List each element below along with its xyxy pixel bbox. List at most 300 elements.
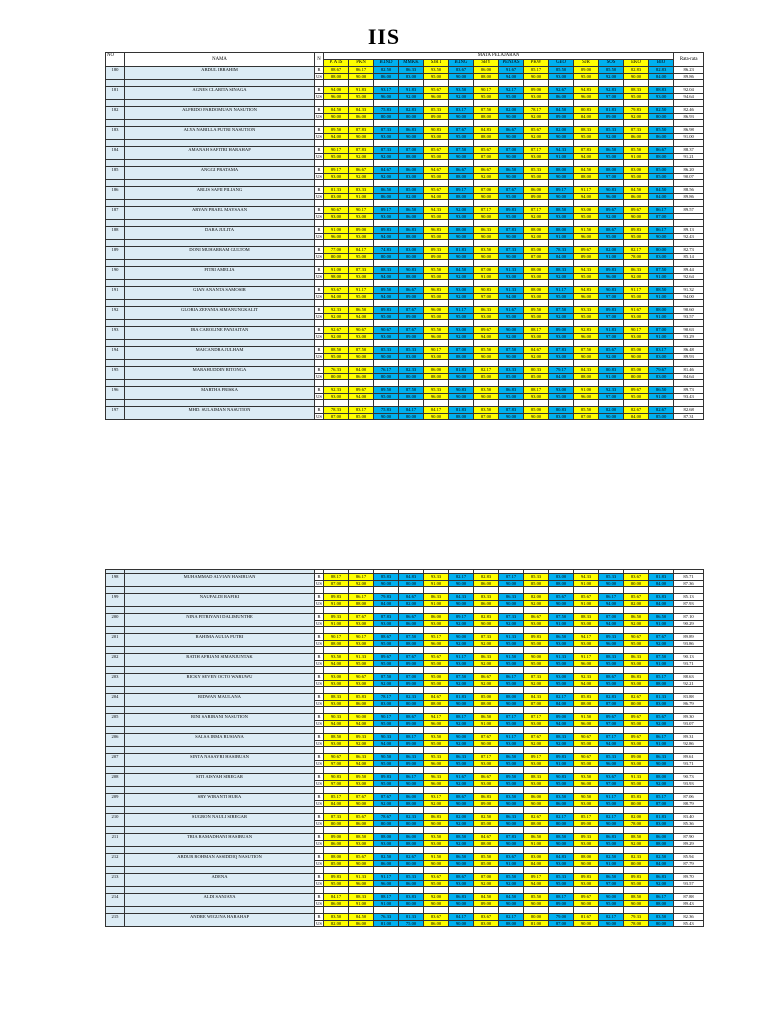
row-type-r: R (315, 754, 324, 761)
exam-score: 94.00 (349, 720, 374, 727)
student-no: 184 (106, 147, 125, 160)
report-score: 82.17 (549, 814, 574, 821)
exam-score: 95.00 (599, 233, 624, 240)
exam-score: 92.00 (649, 720, 674, 727)
exam-score: 95.00 (599, 153, 624, 160)
row-type-r: R (315, 227, 324, 234)
exam-score: 80.00 (624, 580, 649, 587)
row-type-r: R (315, 654, 324, 661)
report-score: 85.00 (474, 694, 499, 701)
report-score: 90.17 (374, 714, 399, 721)
row-type-r: R (315, 714, 324, 721)
exam-score: 83.00 (649, 820, 674, 827)
report-score: 88.50 (624, 894, 649, 901)
exam-average: 89.29 (674, 840, 704, 847)
report-score: 89.83 (624, 227, 649, 234)
report-score: 82.67 (624, 407, 649, 414)
exam-score: 93.00 (574, 800, 599, 807)
row-type-us: US (316, 900, 322, 906)
row-type-r: R (315, 327, 324, 334)
report-score: 83.00 (549, 574, 574, 581)
report-score: 78.33 (549, 247, 574, 254)
report-average: 88.63 (674, 674, 704, 681)
report-score: 86.50 (399, 207, 424, 214)
report-score: 88.33 (574, 127, 599, 134)
exam-score: 95.00 (424, 173, 449, 180)
exam-score: 85.00 (524, 580, 549, 587)
exam-score: 92.00 (599, 73, 624, 80)
exam-average: 85.43 (674, 920, 704, 927)
exam-score: 89.00 (574, 253, 599, 260)
report-score: 91.50 (424, 854, 449, 861)
header-subject: MMKK (399, 60, 424, 67)
exam-score: 89.00 (399, 680, 424, 687)
report-score: 79.83 (374, 594, 399, 601)
report-score: 93.50 (424, 67, 449, 74)
exam-score: 92.00 (524, 740, 549, 747)
exam-score: 95.00 (599, 660, 624, 667)
report-score: 81.83 (599, 107, 624, 114)
report-score: 87.50 (474, 107, 499, 114)
report-score: 83.50 (324, 914, 349, 921)
exam-score: 90.00 (524, 800, 549, 807)
exam-score: 90.00 (424, 820, 449, 827)
report-score: 87.00 (599, 614, 624, 621)
row-type-us: US (316, 253, 322, 259)
exam-score: 89.00 (474, 800, 499, 807)
student-no: 201 (106, 634, 125, 647)
report-score: 90.00 (599, 894, 624, 901)
exam-score: 87.00 (324, 580, 349, 587)
report-score: 85.33 (599, 127, 624, 134)
exam-score: 93.00 (474, 313, 499, 320)
exam-score: 90.00 (449, 233, 474, 240)
exam-average: 86.79 (674, 700, 704, 707)
header-subject: SJR (574, 60, 599, 67)
report-score: 91.83 (399, 87, 424, 94)
report-score: 85.67 (649, 714, 674, 721)
exam-score: 86.00 (549, 800, 574, 807)
exam-average: 93.57 (674, 313, 704, 320)
report-score: 88.67 (399, 714, 424, 721)
exam-score: 95.00 (424, 660, 449, 667)
report-score: 89.50 (324, 127, 349, 134)
report-score: 90.50 (574, 794, 599, 801)
report-score: 84.50 (474, 894, 499, 901)
exam-score: 93.00 (624, 313, 649, 320)
report-score: 92.33 (324, 307, 349, 314)
report-score: 90.00 (449, 734, 474, 741)
report-score: 88.33 (324, 694, 349, 701)
report-score: 87.00 (649, 327, 674, 334)
report-score: 88.00 (524, 287, 549, 294)
exam-score: 90.00 (499, 233, 524, 240)
report-score: 81.83 (649, 814, 674, 821)
report-score: 78.33 (324, 407, 349, 414)
exam-score: 93.00 (374, 840, 399, 847)
report-score: 85.00 (524, 407, 549, 414)
report-score: 87.33 (374, 147, 399, 154)
report-score: 85.00 (624, 347, 649, 354)
report-score: 92.67 (549, 87, 574, 94)
row-type-r: R (315, 187, 324, 194)
row-type-us: US (316, 760, 322, 766)
report-score: 86.50 (624, 614, 649, 621)
exam-score: 91.00 (524, 840, 549, 847)
report-score: 88.50 (449, 834, 474, 841)
exam-score: 80.00 (399, 413, 424, 420)
exam-score: 83.00 (649, 353, 674, 360)
exam-score: 82.00 (324, 920, 349, 927)
report-score: 87.83 (499, 407, 524, 414)
exam-score: 97.00 (599, 720, 624, 727)
exam-score: 85.00 (474, 820, 499, 827)
report-score: 79.83 (624, 107, 649, 114)
exam-score: 89.00 (399, 660, 424, 667)
report-score: 95.33 (424, 387, 449, 394)
report-average: 89.57 (674, 207, 704, 214)
report-score: 82.50 (649, 854, 674, 861)
report-average: 82.68 (674, 407, 704, 414)
student-no: 182 (106, 107, 125, 120)
exam-score: 78.00 (624, 820, 649, 827)
exam-score: 95.00 (424, 313, 449, 320)
exam-score: 83.00 (399, 353, 424, 360)
row-type-us: US (316, 413, 322, 419)
report-score: 89.67 (574, 247, 599, 254)
exam-score: 93.00 (474, 760, 499, 767)
report-score: 82.17 (549, 694, 574, 701)
exam-score: 95.00 (499, 680, 524, 687)
report-score: 82.83 (599, 694, 624, 701)
page-title: IIS (367, 24, 401, 49)
report-score: 84.50 (649, 187, 674, 194)
exam-score: 92.00 (524, 113, 549, 120)
exam-score: 95.00 (374, 720, 399, 727)
exam-score: 81.00 (374, 920, 399, 927)
exam-score: 94.00 (349, 760, 374, 767)
report-score: 88.33 (524, 774, 549, 781)
exam-score: 94.00 (499, 293, 524, 300)
report-score: 87.33 (474, 634, 499, 641)
exam-average: 88.79 (674, 800, 704, 807)
row-type-r: R (315, 407, 324, 414)
report-score: 87.50 (399, 387, 424, 394)
exam-score: 97.00 (599, 393, 624, 400)
student-name: FITRI AMELIA (125, 267, 315, 280)
exam-score: 90.00 (474, 253, 499, 260)
report-score: 88.50 (349, 834, 374, 841)
exam-score: 91.00 (374, 900, 399, 907)
report-score: 88.00 (449, 227, 474, 234)
student-no: 210 (106, 814, 125, 827)
exam-average: 94.00 (674, 293, 704, 300)
report-score: 95.00 (424, 674, 449, 681)
exam-score: 80.00 (649, 920, 674, 927)
student-name: AGNES CLARITA SINAGA (125, 87, 315, 100)
student-no: 212 (106, 854, 125, 867)
report-average: 83.40 (674, 814, 704, 821)
exam-score: 94.00 (374, 273, 399, 280)
exam-score: 90.00 (549, 193, 574, 200)
exam-score: 95.00 (624, 173, 649, 180)
exam-average: 94.64 (674, 93, 704, 100)
exam-score: 88.00 (474, 73, 499, 80)
exam-score: 90.00 (524, 900, 549, 907)
report-score: 86.83 (624, 674, 649, 681)
report-score: 85.83 (574, 694, 599, 701)
report-score: 90.83 (474, 287, 499, 294)
student-no: 187 (106, 207, 125, 220)
report-score: 82.00 (449, 814, 474, 821)
report-score: 85.67 (599, 347, 624, 354)
report-score: 75.83 (374, 107, 399, 114)
report-score: 93.50 (574, 774, 599, 781)
report-score: 83.17 (449, 107, 474, 114)
exam-score: 80.00 (399, 700, 424, 707)
exam-score: 87.00 (599, 700, 624, 707)
report-score: 86.33 (649, 754, 674, 761)
report-average: 90.13 (674, 654, 704, 661)
row-type-us: US (316, 780, 322, 786)
exam-score: 96.00 (574, 720, 599, 727)
exam-score: 93.00 (524, 760, 549, 767)
report-score: 84.33 (524, 694, 549, 701)
report-score: 89.83 (574, 874, 599, 881)
student-name: ARYAN PRAEL MAYSAAN (125, 207, 315, 220)
row-type-r: R (315, 167, 324, 174)
exam-score: 89.00 (549, 900, 574, 907)
exam-score: 92.00 (624, 273, 649, 280)
row-type-r: R (315, 854, 324, 861)
report-score: 93.00 (549, 387, 574, 394)
report-score: 83.33 (499, 367, 524, 374)
exam-score: 90.00 (599, 413, 624, 420)
exam-score: 92.00 (474, 880, 499, 887)
report-score: 88.17 (324, 574, 349, 581)
exam-score: 97.00 (599, 880, 624, 887)
report-score: 87.17 (499, 714, 524, 721)
student-name: ABDUR ROHMAN ASSIDDIQ NASUTION (125, 854, 315, 867)
exam-score: 96.00 (424, 780, 449, 787)
report-score: 88.67 (599, 227, 624, 234)
report-score: 89.83 (374, 227, 399, 234)
exam-average: 90.07 (674, 173, 704, 180)
exam-score: 84.00 (649, 860, 674, 867)
exam-score: 92.00 (524, 353, 549, 360)
exam-score: 90.00 (599, 920, 624, 927)
exam-score: 92.00 (524, 680, 549, 687)
exam-score: 92.00 (349, 580, 374, 587)
exam-score: 88.00 (649, 840, 674, 847)
row-type-us: US (316, 393, 322, 399)
exam-score: 93.00 (349, 233, 374, 240)
report-score: 85.33 (524, 167, 549, 174)
student-no: 209 (106, 794, 125, 807)
exam-score: 90.00 (499, 353, 524, 360)
exam-score: 86.00 (324, 900, 349, 907)
exam-score: 91.00 (599, 253, 624, 260)
exam-score: 84.00 (374, 600, 399, 607)
row-type-us: US (316, 153, 322, 159)
exam-score: 90.00 (349, 133, 374, 140)
report-score: 85.33 (524, 574, 549, 581)
report-score: 86.67 (524, 614, 549, 621)
exam-score: 90.00 (324, 113, 349, 120)
exam-score: 93.00 (424, 353, 449, 360)
report-score: 82.50 (649, 107, 674, 114)
report-score: 85.50 (649, 127, 674, 134)
report-average: 87.90 (674, 834, 704, 841)
report-score: 90.17 (624, 327, 649, 334)
report-score: 79.17 (549, 367, 574, 374)
report-score: 89.83 (374, 307, 399, 314)
exam-score: 84.00 (549, 253, 574, 260)
report-score: 91.67 (624, 307, 649, 314)
exam-score: 87.00 (524, 700, 549, 707)
student-no: 183 (106, 127, 125, 140)
report-score: 87.67 (649, 634, 674, 641)
student-no: 215 (106, 914, 125, 927)
report-score: 87.50 (549, 614, 574, 621)
exam-score: 93.00 (349, 780, 374, 787)
report-score: 95.67 (424, 187, 449, 194)
student-name: SINTA NASAYRI HASIBUAN (125, 754, 315, 767)
row-type-us: US (316, 720, 322, 726)
report-average: 89.73 (674, 387, 704, 394)
exam-score: 89.00 (549, 113, 574, 120)
student-name: RAHIMA AULIA PUTRI (125, 634, 315, 647)
exam-score: 95.00 (624, 640, 649, 647)
exam-score: 89.00 (399, 720, 424, 727)
report-score: 88.67 (599, 674, 624, 681)
student-no: 195 (106, 367, 125, 380)
exam-score: 80.00 (399, 820, 424, 827)
exam-score: 83.00 (549, 413, 574, 420)
exam-score: 94.00 (499, 73, 524, 80)
report-score: 86.50 (649, 387, 674, 394)
report-score: 89.67 (349, 387, 374, 394)
exam-score: 91.00 (649, 313, 674, 320)
report-score: 84.17 (449, 914, 474, 921)
exam-score: 90.00 (624, 900, 649, 907)
exam-score: 86.00 (424, 920, 449, 927)
exam-score: 80.00 (324, 373, 349, 380)
exam-score: 93.00 (524, 93, 549, 100)
report-score: 88.17 (449, 714, 474, 721)
row-type-us: US (316, 113, 322, 119)
exam-score: 91.00 (499, 860, 524, 867)
report-score: 96.83 (424, 227, 449, 234)
report-score: 93.50 (424, 734, 449, 741)
student-no: 191 (106, 287, 125, 300)
header-subject: PKN (349, 60, 374, 67)
report-score: 85.17 (524, 67, 549, 74)
report-score: 90.67 (574, 734, 599, 741)
report-score: 87.50 (649, 654, 674, 661)
exam-score: 95.00 (499, 193, 524, 200)
report-score: 83.33 (349, 187, 374, 194)
exam-score: 91.00 (349, 900, 374, 907)
report-score: 83.00 (524, 854, 549, 861)
exam-score: 90.00 (399, 133, 424, 140)
exam-score: 87.00 (474, 153, 499, 160)
report-score: 85.33 (374, 347, 399, 354)
report-score: 82.83 (624, 67, 649, 74)
exam-score: 88.00 (499, 920, 524, 927)
report-score: 93.17 (374, 87, 399, 94)
exam-score: 88.00 (574, 700, 599, 707)
student-name: ALDI SANJAYA (125, 894, 315, 907)
report-score: 84.50 (549, 107, 574, 114)
report-score: 86.00 (399, 167, 424, 174)
exam-score: 91.00 (649, 620, 674, 627)
report-score: 86.83 (599, 834, 624, 841)
report-score: 85.33 (399, 347, 424, 354)
exam-score: 93.00 (324, 173, 349, 180)
report-score: 84.50 (449, 267, 474, 274)
exam-score: 92.00 (549, 740, 574, 747)
exam-score: 82.00 (624, 600, 649, 607)
report-score: 89.50 (374, 287, 399, 294)
report-score: 81.83 (649, 574, 674, 581)
exam-score: 95.00 (549, 880, 574, 887)
exam-score: 89.00 (524, 193, 549, 200)
report-score: 86.17 (499, 674, 524, 681)
exam-score: 86.00 (374, 860, 399, 867)
exam-average: 90.29 (674, 620, 704, 627)
exam-score: 84.00 (549, 700, 574, 707)
report-score: 87.67 (399, 654, 424, 661)
exam-score: 95.00 (349, 93, 374, 100)
exam-score: 90.00 (499, 600, 524, 607)
report-score: 84.67 (524, 347, 549, 354)
report-score: 89.67 (624, 714, 649, 721)
report-score: 88.50 (649, 287, 674, 294)
exam-score: 95.00 (424, 213, 449, 220)
report-score: 85.67 (474, 147, 499, 154)
exam-score: 90.00 (549, 173, 574, 180)
exam-score: 90.00 (624, 213, 649, 220)
report-score: 78.17 (524, 107, 549, 114)
exam-score: 87.00 (649, 213, 674, 220)
exam-score: 89.00 (574, 820, 599, 827)
report-score: 87.83 (499, 834, 524, 841)
report-score: 87.83 (349, 127, 374, 134)
row-type-r: R (315, 347, 324, 354)
student-no: 206 (106, 734, 125, 747)
student-name: MUHAMMAD ALVIAN HASIBUAN (125, 574, 315, 587)
report-score: 90.00 (449, 634, 474, 641)
report-score: 85.67 (349, 814, 374, 821)
exam-score: 92.00 (449, 820, 474, 827)
student-no: 190 (106, 267, 125, 280)
student-name: ALFRIDO PARDOMUAN NASUTION (125, 107, 315, 120)
report-score: 87.00 (399, 674, 424, 681)
exam-score: 92.00 (349, 173, 374, 180)
report-score: 86.17 (649, 227, 674, 234)
row-type-us: US (316, 680, 322, 686)
student-name: RICKY SEVEN OCTO WARUWU (125, 674, 315, 687)
student-no: 205 (106, 714, 125, 727)
report-score: 84.50 (574, 167, 599, 174)
exam-score: 93.00 (349, 680, 374, 687)
report-score: 91.17 (624, 287, 649, 294)
report-score: 86.67 (349, 167, 374, 174)
report-score: 87.67 (349, 794, 374, 801)
row-type-us: US (316, 373, 322, 379)
report-score: 89.17 (549, 187, 574, 194)
